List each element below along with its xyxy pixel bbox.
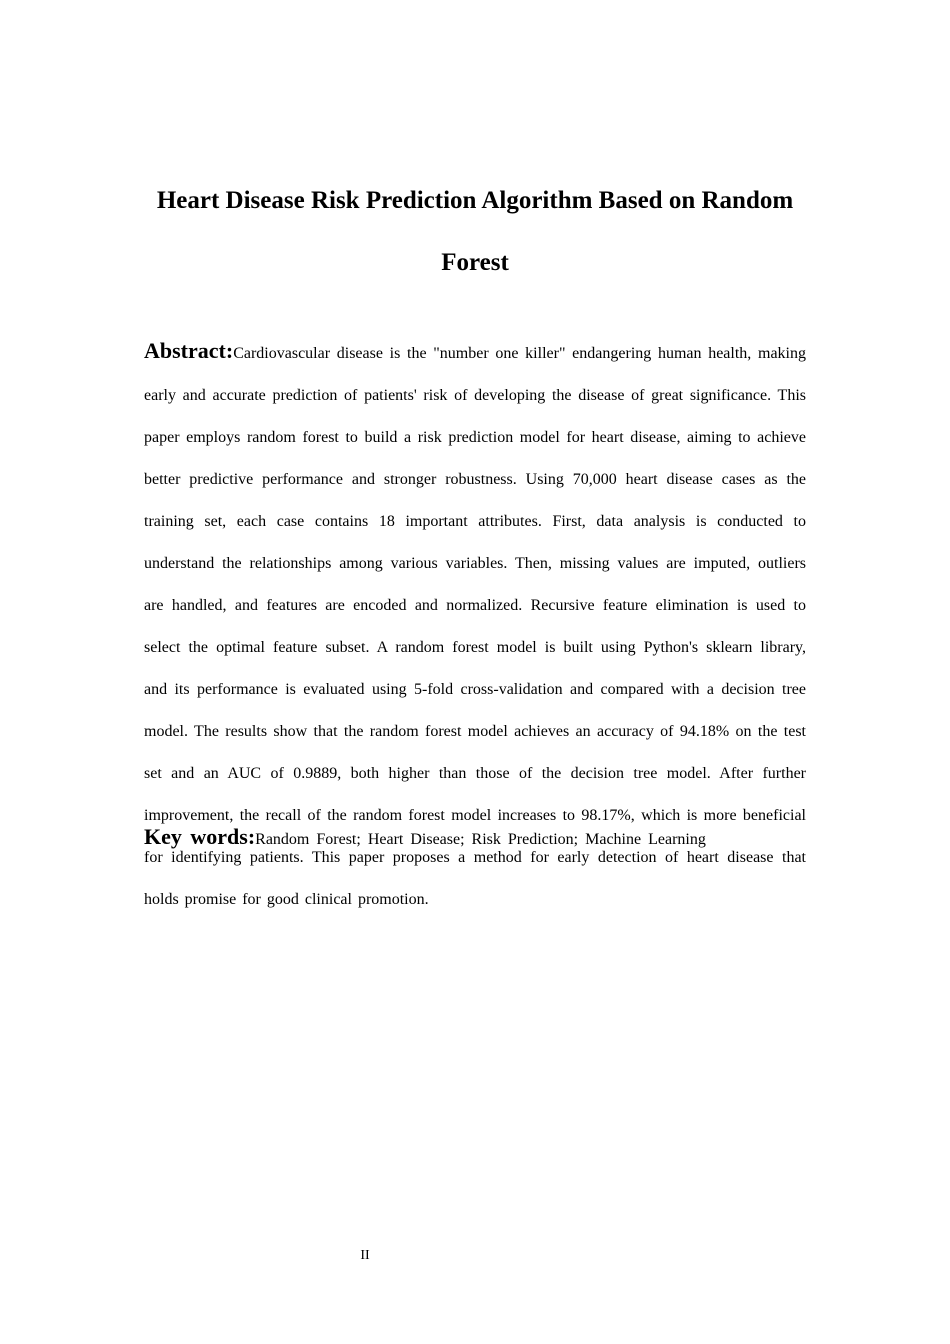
keywords-text: Random Forest; Heart Disease; Risk Prediction; Machine Learning — [255, 831, 706, 848]
page-number: II — [360, 1248, 370, 1263]
abstract-label: Abstract: — [144, 338, 234, 363]
keywords-label: Key words: — [144, 824, 256, 849]
abstract-text: Cardiovascular disease is the "number one killer" endangering human health, making early and accurate prediction of patients' risk of developing the disease of great significance. This paper employs random forest to build a risk prediction model for heart disease, aiming to achieve better predictive performance and stronger robustness. Using 70,000 heart disease cases as the training set, each case contains 18 important attributes. First, data analysis is conducted to understand the relationships among various variables. Then, missing values are imputed, outliers are handled, and features are encoded and normalized. Recursive feature elimination is used to select the optimal feature subset. A random forest model is built using Python's sklearn library, and its performance is evaluated using 5-fold cross-validation and compared with a decision tree model. The results show that the random forest model achieves an accuracy of 94.18% on the test set and an AUC of 0.9889, both higher than those of the decision tree model. After further improvement, the recall of the random forest model increases to 98.17%, which is more beneficial for identifying patients. This paper proposes a method for early detection of heart disease that holds promise for good clinical promotion. — [144, 345, 806, 908]
document-title: Heart Disease Risk Prediction Algorithm Based on Random Forest — [156, 187, 794, 276]
keywords-section — [144, 820, 806, 857]
